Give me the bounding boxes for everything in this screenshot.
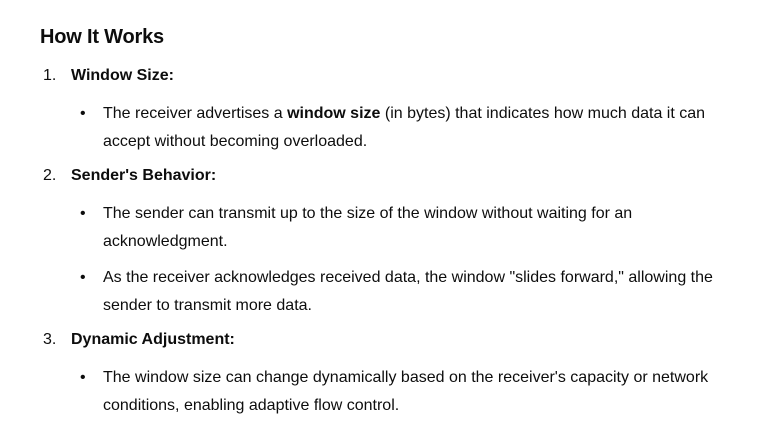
step-item — [40, 164, 740, 320]
bullet-item — [71, 100, 740, 156]
steps-list — [40, 64, 740, 420]
step-number: 3. — [43, 331, 57, 348]
bullet-item — [71, 364, 740, 420]
step-title: Window Size: — [71, 67, 174, 84]
bullet-list — [71, 200, 740, 320]
bullet-item — [71, 264, 740, 320]
bullet-icon: • — [80, 269, 86, 286]
bullet-text: As the receiver acknowledges received data, the window "slides forward," allowing the sender to transmit more data. — [103, 269, 713, 314]
bullet-text-part: (in bytes) that indicates how much data it can accept without becoming overloaded. — [103, 105, 706, 150]
bullet-text: The sender can transmit up to the size of the window without waiting for an acknowledgment. — [103, 205, 633, 250]
step-item — [40, 328, 740, 420]
step-number: 1. — [43, 67, 57, 84]
bullet-text: The window size can change dynamically based on the receiver's capacity or network conditions, enabling adaptive flow control. — [103, 369, 709, 414]
step-item — [40, 64, 740, 156]
step-title: Dynamic Adjustment: — [71, 331, 235, 348]
bullet-list — [71, 100, 740, 156]
step-title: Sender's Behavior: — [71, 167, 217, 184]
document-section — [40, 24, 740, 428]
step-number: 2. — [43, 167, 57, 184]
bullet-bold-text: window size — [287, 105, 381, 122]
bullet-icon: • — [80, 205, 86, 222]
bullet-icon: • — [80, 369, 86, 386]
bullet-item — [71, 200, 740, 256]
section-heading: How It Works — [40, 26, 164, 48]
bullet-text-part: The receiver advertises a — [103, 105, 288, 122]
bullet-icon: • — [80, 105, 86, 122]
bullet-list — [71, 364, 740, 420]
